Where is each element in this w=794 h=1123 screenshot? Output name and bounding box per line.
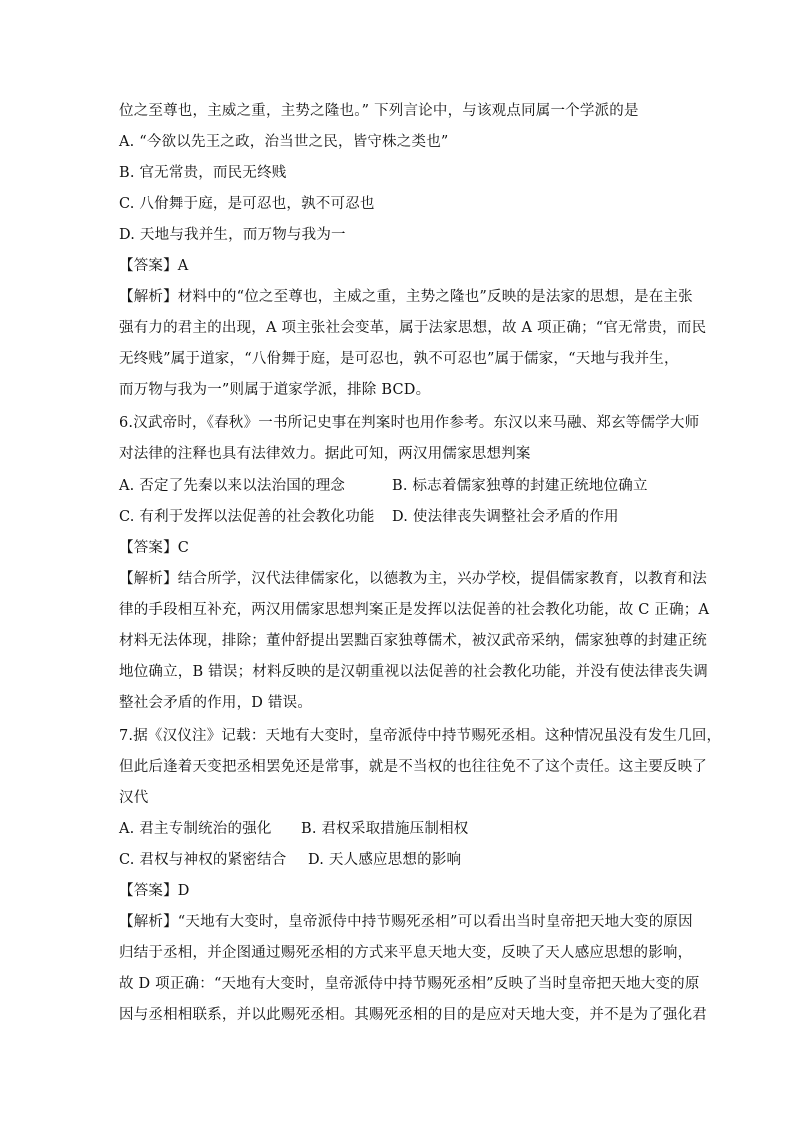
q6-analysis-line: 地位确立，B 错误；材料反映的是汉朝重视以法促善的社会教化功能，并没有使法律丧失调 (119, 664, 708, 680)
q7-stem-line: 但此后逢着天变把丞相罢免还是常事，就是不当权的也往往免不了这个责任。这主要反映了 (119, 759, 707, 775)
q6-analysis-line: 整社会矛盾的作用，D 错误。 (119, 695, 313, 711)
q5-option-a: A. “今欲以先王之政，治当世之民，皆守株之类也” (119, 134, 449, 150)
q6-option-d: D. 使法律丧失调整社会矛盾的作用 (392, 509, 619, 525)
q5-option-c: C. 八佾舞于庭，是可忍也，孰不可忍也 (119, 196, 375, 212)
q5-analysis-line: 而万物与我为一”则属于道家学派，排除 BCD。 (119, 382, 431, 398)
q6-stem-line: 对法律的注释也具有法律效力。据此可知，两汉用儒家思想判案 (119, 446, 531, 462)
q6-stem-line: 6.汉武帝时，《春秋》一书所记史事在判案时也用作参考。东汉以来马融、郑玄等儒学大师 (119, 415, 700, 431)
q7-analysis-line: 【解析】“天地有大变时，皇帝派侍中持节赐死丞相”可以看出当时皇帝把天地大变的原因 (119, 914, 693, 930)
q7-analysis-line: 因与丞相相联系，并以此赐死丞相。其赐死丞相的目的是应对天地大变，并不是为了强化君 (119, 1007, 707, 1023)
q7-analysis-line: 故 D 项正确：“天地有大变时，皇帝派侍中持节赐死丞相”反映了当时皇帝把天地大变的原 (119, 976, 700, 992)
q6-answer: 【答案】C (119, 540, 190, 556)
q5-analysis-line: 强有力的君主的出现，A 项主张社会变革，属于法家思想，故 A 项正确；“官无常贵，而民 (119, 320, 707, 336)
q5-analysis-line: 【解析】材料中的“位之至尊也，主威之重，主势之隆也”反映的是法家的思想，是在主张 (119, 289, 693, 305)
q6-option-c: C. 有利于发挥以法促善的社会教化功能 (119, 509, 375, 525)
q6-analysis-line: 【解析】结合所学，汉代法律儒家化，以德教为主，兴办学校，提倡儒家教育，以教育和法 (119, 571, 707, 587)
q7-stem-line: 汉代 (119, 790, 149, 806)
q5-analysis-line: 无终贱”属于道家，“八佾舞于庭，是可忍也，孰不可忍也”属于儒家，“天地与我并生， (119, 351, 679, 367)
q7-option-d: D. 天人感应思想的影响 (308, 852, 462, 868)
q7-option-a: A. 君主专制统治的强化 (119, 821, 272, 837)
q6-analysis-line: 律的手段相互补充，两汉用儒家思想判案正是发挥以法促善的社会教化功能，故 C 正确；A (119, 602, 710, 618)
q7-stem-line: 7.据《汉仪注》记载：天地有大变时，皇帝派侍中持节赐死丞相。这种情况虽没有发生几回， (119, 728, 722, 744)
q6-option-a: A. 否定了先秦以来以法治国的理念 (119, 478, 346, 494)
q5-option-b: B. 官无常贵，而民无终贱 (119, 165, 287, 181)
q5-answer: 【答案】A (119, 258, 189, 274)
q5-stem-tail: 位之至尊也，主威之重，主势之隆也。” 下列言论中，与该观点同属一个学派的是 (119, 103, 639, 119)
q5-option-d: D. 天地与我并生，而万物与我为一 (119, 227, 346, 243)
q7-option-c: C. 君权与神权的紧密结合 (119, 852, 287, 868)
q7-option-b: B. 君权采取措施压制相权 (301, 821, 469, 837)
q7-answer: 【答案】D (119, 883, 190, 899)
q6-analysis-line: 材料无法体现，排除；董仲舒提出罢黜百家独尊儒术，被汉武帝采纳，儒家独尊的封建正统 (119, 633, 707, 649)
q6-option-b: B. 标志着儒家独尊的封建正统地位确立 (392, 478, 648, 494)
q7-analysis-line: 归结于丞相，并企图通过赐死丞相的方式来平息天地大变，反映了天人感应思想的影响， (119, 945, 693, 961)
